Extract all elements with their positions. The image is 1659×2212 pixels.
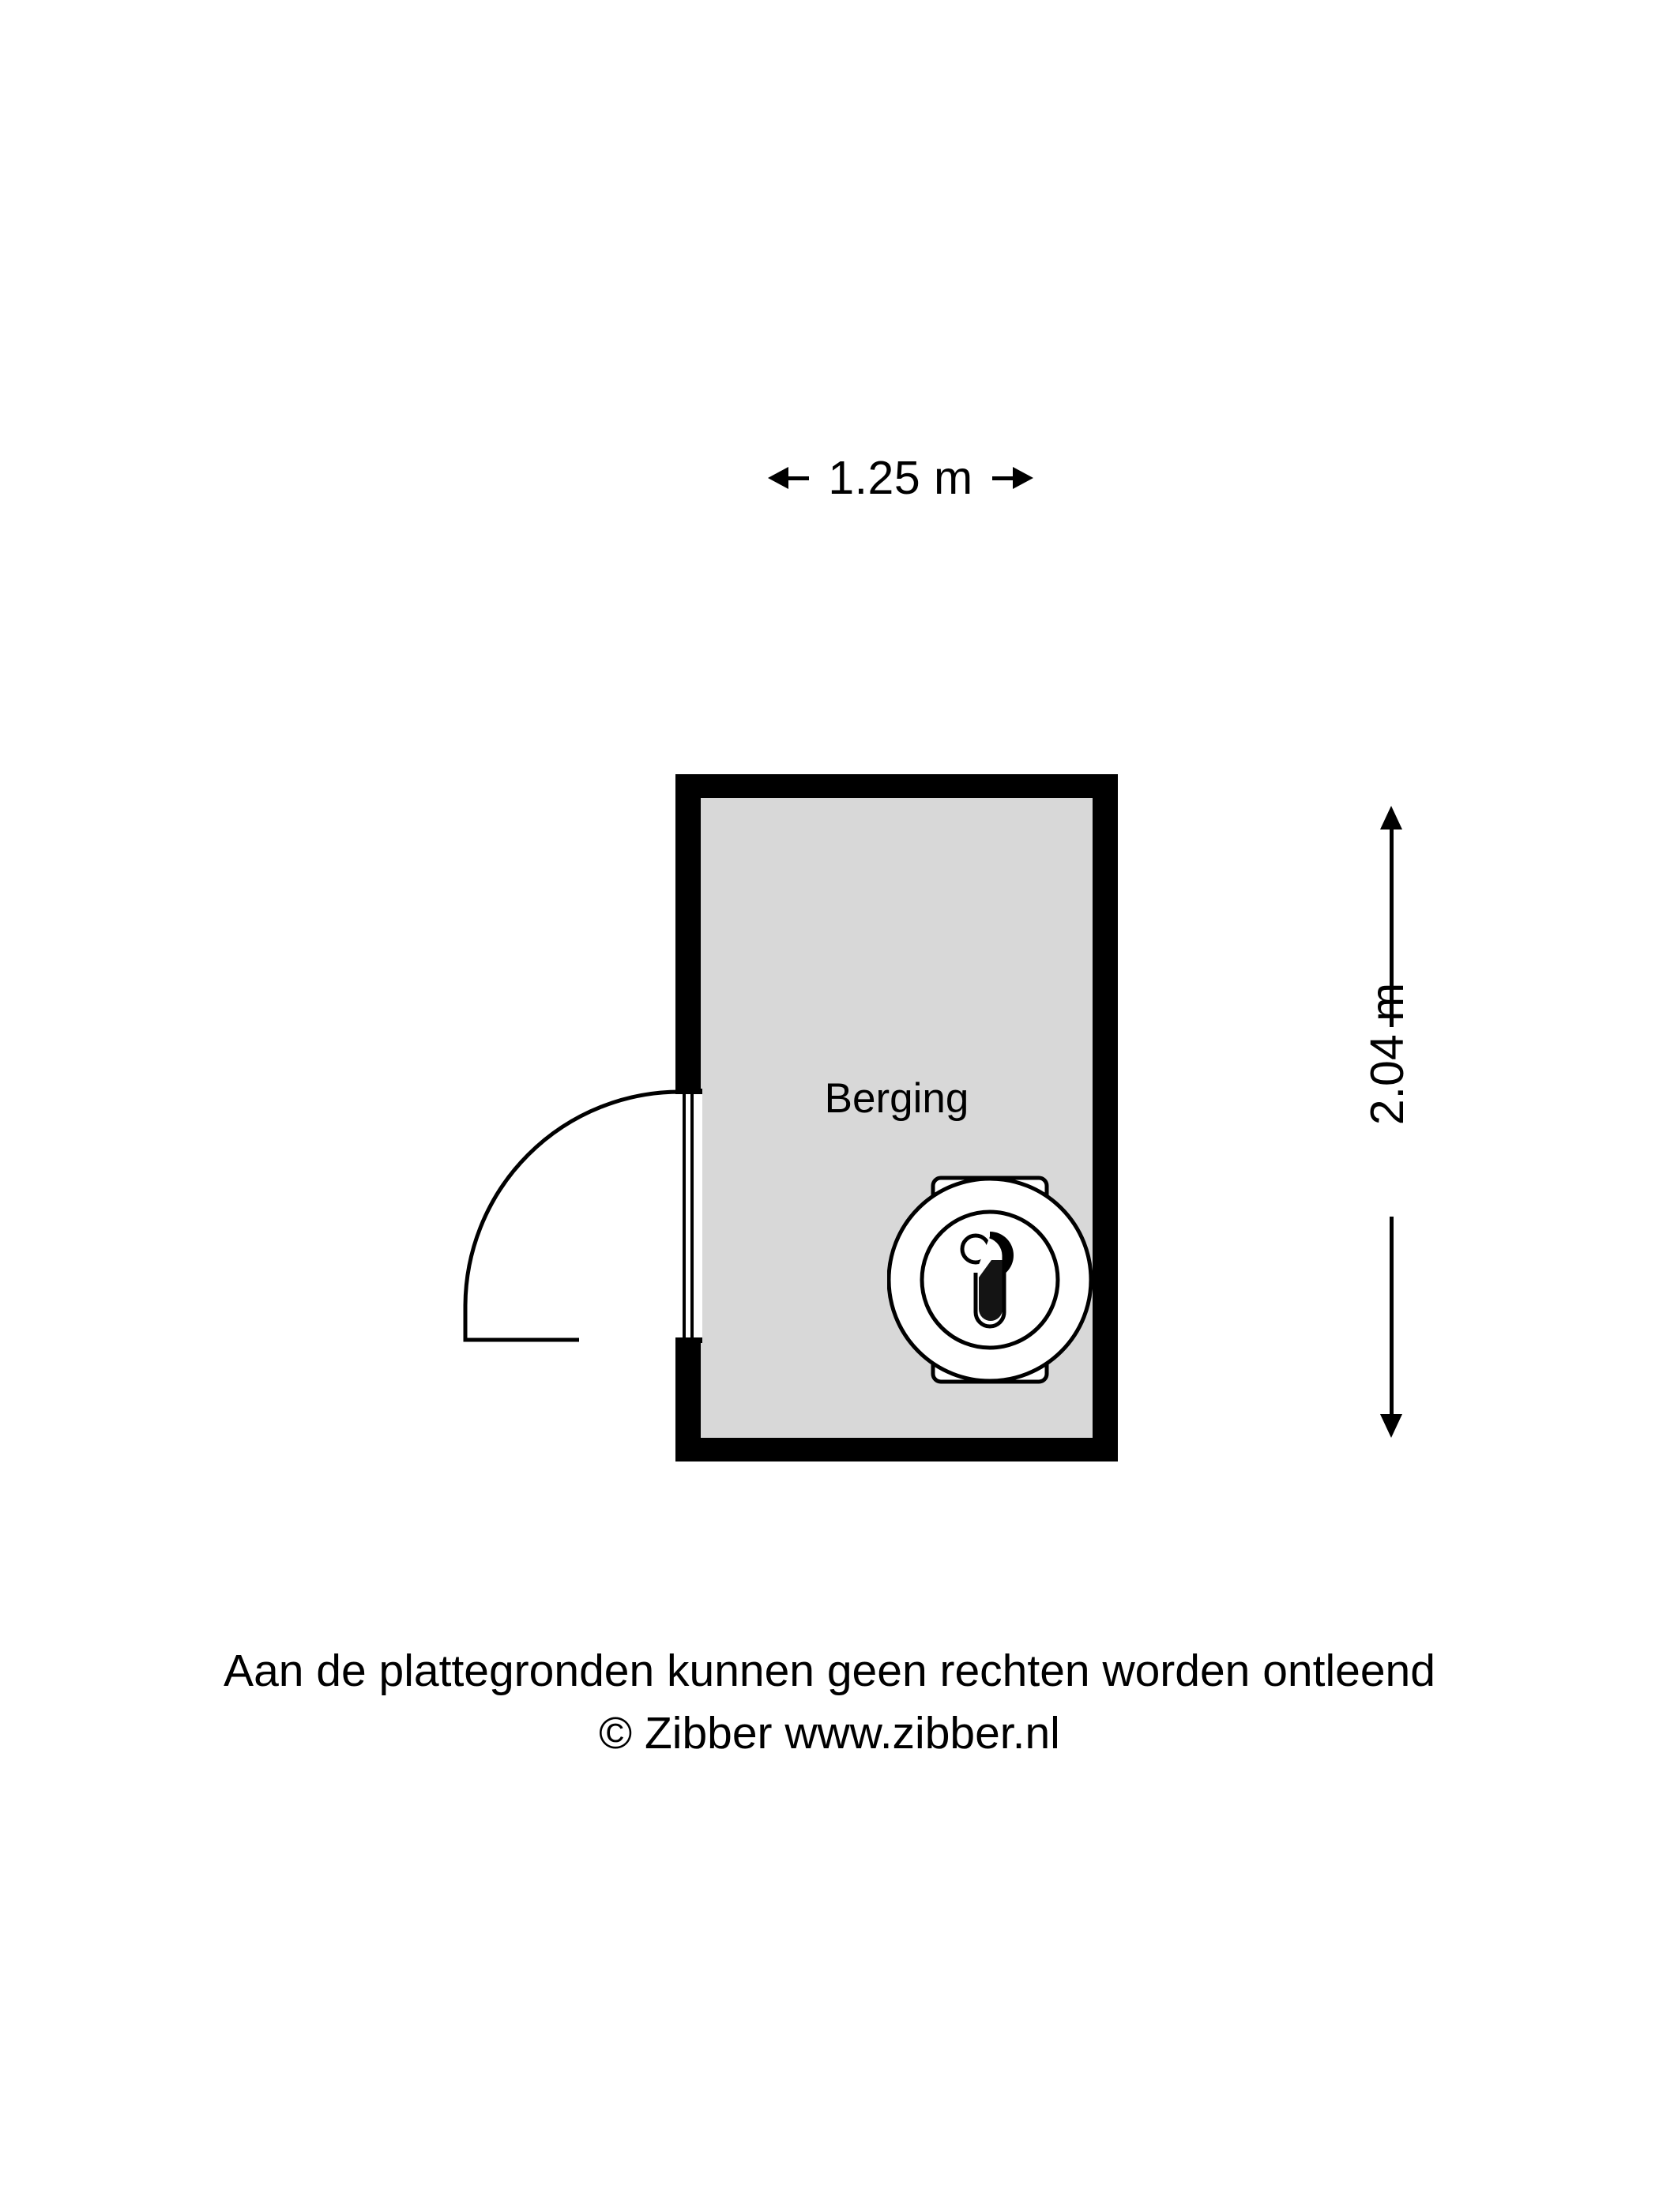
footer-copyright: © Zibber www.zibber.nl bbox=[599, 1708, 1060, 1759]
door-leaf bbox=[683, 1094, 694, 1337]
dimension-arrow-down-icon bbox=[1380, 1414, 1402, 1438]
footer-disclaimer: Aan de plattegronden kunnen geen rechten worden ontleend bbox=[224, 1646, 1435, 1696]
dimension-line-left bbox=[788, 476, 809, 480]
room-plan bbox=[675, 774, 1118, 1485]
dimension-arrow-up-icon bbox=[1380, 806, 1402, 830]
washing-machine-icon bbox=[887, 1173, 1093, 1386]
height-dimension bbox=[1343, 806, 1438, 1438]
room-name-label: Berging bbox=[824, 1075, 969, 1122]
width-dimension-label: 1.25 m bbox=[828, 452, 973, 504]
dimension-arrow-left-icon bbox=[768, 467, 788, 489]
door-swing-arc-icon bbox=[462, 1089, 683, 1343]
height-dimension-label: 2.04 m bbox=[1361, 982, 1413, 1126]
dimension-arrow-right-icon bbox=[1013, 467, 1033, 489]
dimension-line-right bbox=[992, 476, 1013, 480]
width-dimension bbox=[695, 442, 1106, 514]
footer bbox=[0, 1643, 1659, 1762]
